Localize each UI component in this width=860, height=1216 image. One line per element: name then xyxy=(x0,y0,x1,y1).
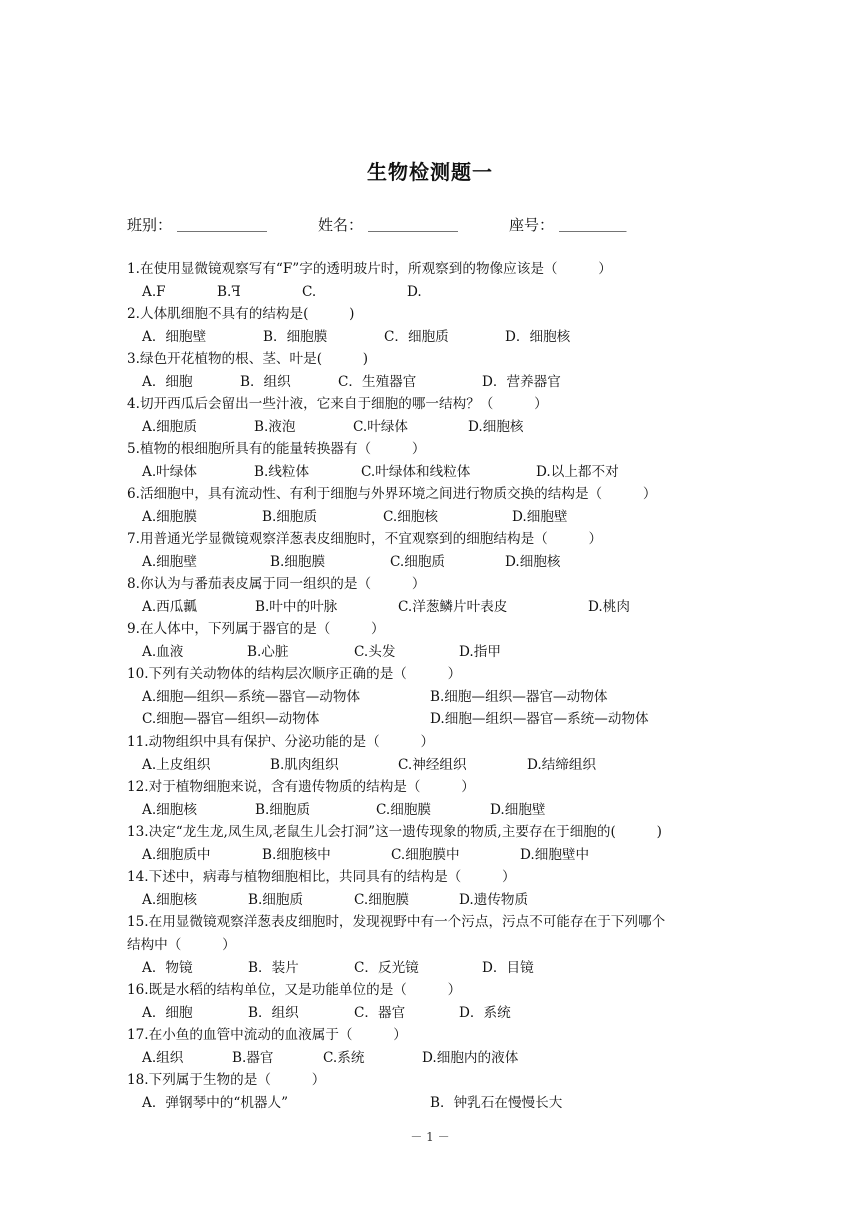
option: C. xyxy=(302,284,317,300)
option: D. xyxy=(407,284,422,300)
option: A.细胞质 xyxy=(142,419,197,435)
option: B.ꟻ xyxy=(217,284,241,300)
option: C.系统 xyxy=(323,1050,365,1066)
option: A．细胞 xyxy=(142,1005,193,1021)
question-4: 4.切开西瓜后会留出一些汁液，它来自于细胞的哪一结构？（ ） xyxy=(127,396,548,412)
option: A.上皮组织 xyxy=(142,757,211,773)
option: A．细胞 xyxy=(142,374,193,390)
option: A．弹钢琴中的“机器人” xyxy=(142,1095,289,1111)
question-11: 11.动物组织中具有保护、分泌功能的是（ ） xyxy=(127,734,435,750)
option: B．细胞膜 xyxy=(263,329,328,345)
option: C．生殖器官 xyxy=(338,374,417,390)
question-12: 12.对于植物细胞来说，含有遗传物质的结构是（ ） xyxy=(127,779,475,795)
option: B.细胞质 xyxy=(262,509,318,525)
option: D.指甲 xyxy=(459,644,501,660)
option: B．组织 xyxy=(248,1005,299,1021)
question-2: 2.人体肌细胞不具有的结构是( ) xyxy=(127,306,355,322)
option: A．物镜 xyxy=(142,960,193,976)
option: A.F xyxy=(142,284,166,300)
option: A.细胞—组织—系统—器官—动物体 xyxy=(142,689,361,705)
question-15: 15.在用显微镜观察洋葱表皮细胞时，发现视野中有一个污点，污点不可能存在于下列哪个 xyxy=(127,914,666,930)
option: A.组织 xyxy=(142,1050,184,1066)
question-7: 7.用普通光学显微镜观察洋葱表皮细胞时，不宜观察到的细胞结构是（ ） xyxy=(127,531,603,547)
option: B.细胞—组织—器官—动物体 xyxy=(430,689,608,705)
question-3: 3.绿色开花植物的根、茎、叶是( ) xyxy=(127,351,369,367)
question-8: 8.你认为与番茄表皮属于同一组织的是（ ） xyxy=(127,576,426,592)
question-10: 10.下列有关动物体的结构层次顺序正确的是（ ） xyxy=(127,666,462,682)
question-15-continuation: 结构中（ ） xyxy=(127,937,236,953)
option: A.血液 xyxy=(142,644,184,660)
option: C.头发 xyxy=(354,644,396,660)
option: A．细胞壁 xyxy=(142,329,207,345)
option: A.细胞核 xyxy=(142,802,197,818)
option: B.心脏 xyxy=(247,644,289,660)
option: C.细胞核 xyxy=(383,509,439,525)
question-17: 17.在小鱼的血管中流动的血液属于（ ） xyxy=(127,1027,407,1043)
option: C.细胞质 xyxy=(390,554,446,570)
option: B.叶中的叶脉 xyxy=(255,599,338,615)
option: B.线粒体 xyxy=(254,464,310,480)
option: B.细胞质 xyxy=(248,892,304,908)
option: D．细胞核 xyxy=(505,329,571,345)
option: D.细胞壁 xyxy=(512,509,568,525)
option: B.细胞核中 xyxy=(262,847,331,863)
option: C．细胞质 xyxy=(384,329,449,345)
option: C.细胞膜 xyxy=(376,802,432,818)
option: D.细胞核 xyxy=(468,419,524,435)
option: D.以上都不对 xyxy=(536,464,619,480)
option: C．器官 xyxy=(354,1005,406,1021)
option: A.西瓜瓤 xyxy=(142,599,197,615)
option: D.细胞—组织—器官—系统—动物体 xyxy=(430,711,649,727)
option: B.细胞质 xyxy=(255,802,311,818)
option: D.细胞内的液体 xyxy=(422,1050,519,1066)
seat-blank: _________ xyxy=(559,214,627,232)
option: A.细胞膜 xyxy=(142,509,197,525)
question-6: 6.活细胞中，具有流动性、有利于细胞与外界环境之间进行物质交换的结构是（ ） xyxy=(127,486,657,502)
option: D.细胞壁 xyxy=(490,802,546,818)
option: D．营养器官 xyxy=(482,374,561,390)
option: D．系统 xyxy=(459,1005,511,1021)
class-blank: ____________ xyxy=(177,214,267,232)
option: B．装片 xyxy=(248,960,299,976)
name-label: 姓名： xyxy=(318,216,364,234)
question-5: 5.植物的根细胞所具有的能量转换器有（ ） xyxy=(127,441,426,457)
question-18: 18.下列属于生物的是（ ） xyxy=(127,1072,326,1088)
option: C.细胞膜中 xyxy=(391,847,460,863)
option: C.细胞—器官—组织—动物体 xyxy=(142,711,320,727)
page-title: 生物检测题一 xyxy=(367,160,493,184)
option: D.结缔组织 xyxy=(527,757,597,773)
option: C.洋葱鳞片叶表皮 xyxy=(398,599,508,615)
option: C．反光镜 xyxy=(354,960,419,976)
question-1: 1.在使用显微镜观察写有“F”字的透明玻片时，所观察到的物像应该是（ ） xyxy=(127,261,612,277)
question-14: 14.下述中，病毒与植物细胞相比，共同具有的结构是（ ） xyxy=(127,869,516,885)
option: B.液泡 xyxy=(254,419,296,435)
option: B.肌肉组织 xyxy=(270,757,339,773)
option: A.叶绿体 xyxy=(142,464,197,480)
option: D.桃肉 xyxy=(588,599,630,615)
option: A.细胞核 xyxy=(142,892,197,908)
question-9: 9.在人体中，下列属于器官的是（ ） xyxy=(127,621,385,637)
option: C.叶绿体 xyxy=(353,419,409,435)
option: D．目镜 xyxy=(482,960,534,976)
question-16: 16.既是水稻的结构单位，又是功能单位的是（ ） xyxy=(127,982,462,998)
option: B．钟乳石在慢慢长大 xyxy=(430,1095,563,1111)
option: D.细胞壁中 xyxy=(520,847,590,863)
option: C.叶绿体和线粒体 xyxy=(361,464,471,480)
option: C.神经组织 xyxy=(398,757,467,773)
seat-label: 座号： xyxy=(509,216,555,234)
option: A.细胞壁 xyxy=(142,554,197,570)
option: A.细胞质中 xyxy=(142,847,211,863)
option: D.细胞核 xyxy=(505,554,561,570)
option: B.细胞膜 xyxy=(270,554,326,570)
option: B．组织 xyxy=(240,374,291,390)
option: D.遗传物质 xyxy=(459,892,529,908)
question-13: 13.决定“龙生龙,凤生凤,老鼠生儿会打洞”这一遗传现象的物质,主要存在于细胞的( ) xyxy=(127,824,662,840)
option: C.细胞膜 xyxy=(354,892,410,908)
class-label: 班别： xyxy=(127,216,173,234)
page-number: － 1 － xyxy=(410,1130,450,1144)
name-blank: ____________ xyxy=(368,214,458,232)
option: B.器官 xyxy=(232,1050,274,1066)
